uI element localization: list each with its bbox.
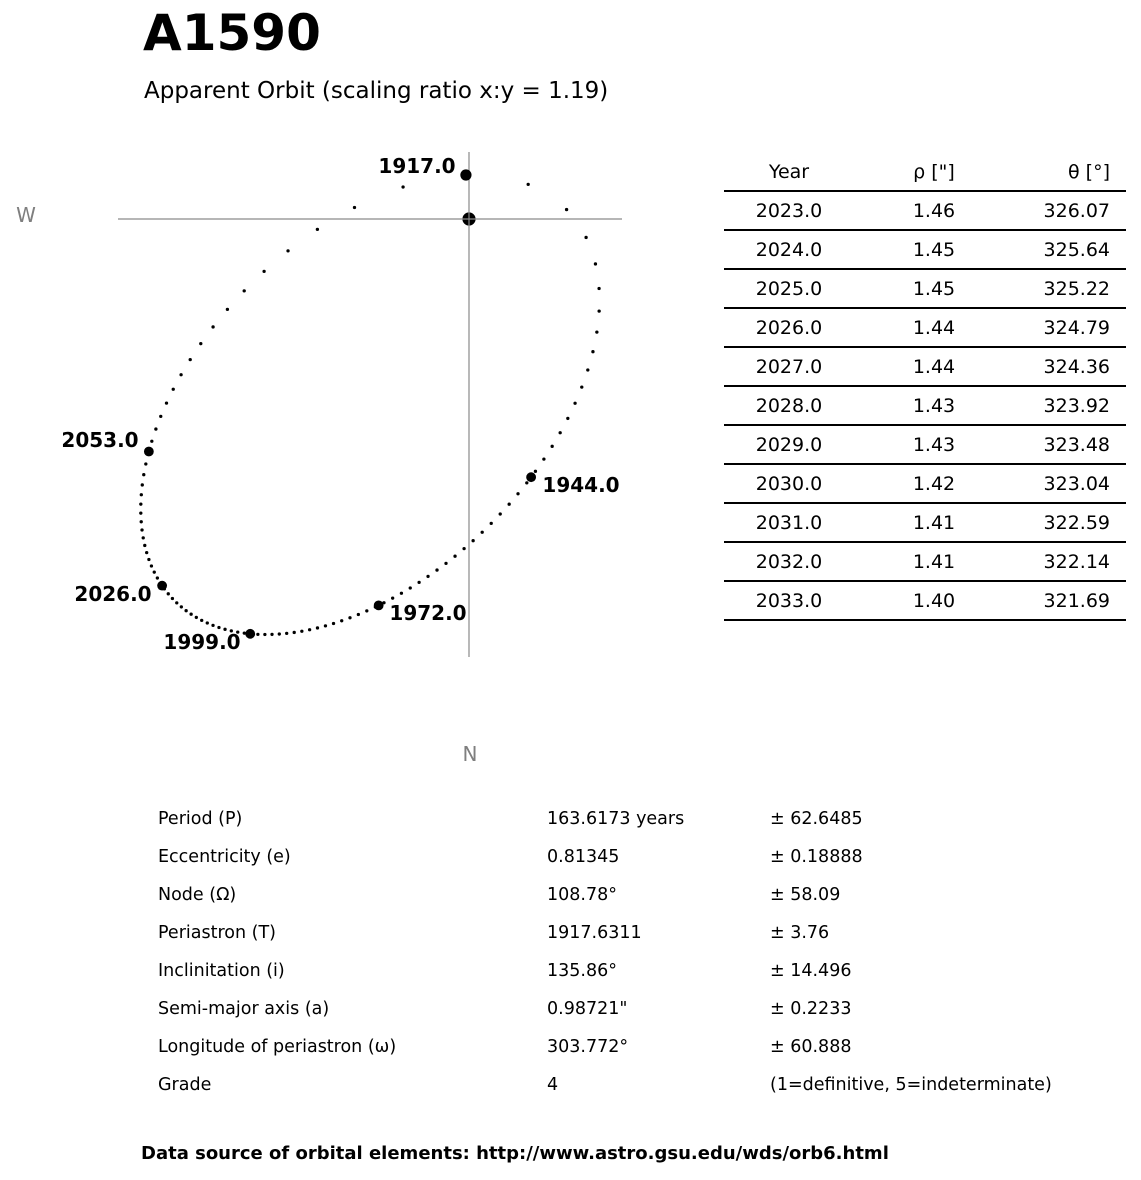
orbit-path-dot xyxy=(595,331,598,334)
element-error: ± 3.76 xyxy=(770,923,830,943)
table-header-row xyxy=(724,154,1126,191)
epoch-label-2026.0: 2026.0 xyxy=(74,582,152,606)
orbit-path-dot xyxy=(150,564,153,567)
orbital-elements-list xyxy=(158,800,1098,1104)
orbit-path-dot xyxy=(566,417,569,420)
cell-rho: 1.43 xyxy=(854,425,1014,464)
element-error: ± 60.888 xyxy=(770,1037,852,1057)
orbit-path-dot xyxy=(159,415,162,418)
orbit-path-dot xyxy=(189,358,192,361)
table-row xyxy=(724,269,1126,308)
page-title: A1590 xyxy=(143,4,321,62)
orbit-path-dot xyxy=(143,544,146,547)
orbit-path-dot xyxy=(140,493,143,496)
cell-theta: 322.14 xyxy=(1014,542,1126,581)
orbit-path-dot xyxy=(285,632,288,635)
epoch-dot-1972.0 xyxy=(374,601,384,611)
cell-year: 2027.0 xyxy=(724,347,854,386)
table-col-header: ρ ["] xyxy=(854,154,1014,191)
orbit-path-dot xyxy=(391,597,394,600)
orbit-path-dot xyxy=(226,308,229,311)
element-value: 0.98721" xyxy=(547,999,628,1019)
orbit-path-dot xyxy=(426,575,429,578)
element-value: 0.81345 xyxy=(547,847,620,867)
cell-theta: 325.22 xyxy=(1014,269,1126,308)
orbit-path-dot xyxy=(139,503,142,506)
epoch-label-1917.0: 1917.0 xyxy=(378,154,456,178)
orbit-path-dot xyxy=(150,440,153,443)
table-row xyxy=(724,191,1126,230)
orbit-path-dot xyxy=(324,624,327,627)
cell-theta: 323.48 xyxy=(1014,425,1126,464)
cell-theta: 323.04 xyxy=(1014,464,1126,503)
epoch-label-1944.0: 1944.0 xyxy=(542,473,620,497)
orbit-path-dot xyxy=(308,628,311,631)
orbit-path-dot xyxy=(471,539,474,542)
cell-year: 2025.0 xyxy=(724,269,854,308)
epoch-dot-1999.0 xyxy=(245,629,255,639)
element-label: Grade xyxy=(158,1075,212,1095)
element-value: 1917.6311 xyxy=(547,923,642,943)
orbit-path-dot xyxy=(156,576,159,579)
table-row xyxy=(724,503,1126,542)
epoch-dot-1917.0 xyxy=(460,169,471,180)
orbit-path-dot xyxy=(175,601,178,604)
orbit-path-dot xyxy=(256,633,259,636)
element-value: 135.86° xyxy=(547,961,617,981)
element-value: 303.772° xyxy=(547,1037,629,1057)
epoch-dot-1944.0 xyxy=(526,472,536,482)
orbit-path-dot xyxy=(357,613,360,616)
orbit-path-dot xyxy=(144,462,147,465)
table-row xyxy=(724,230,1126,269)
orbit-path-dot xyxy=(597,309,600,312)
orbit-path-dot xyxy=(142,473,145,476)
cell-rho: 1.42 xyxy=(854,464,1014,503)
element-label: Eccentricity (e) xyxy=(158,847,291,867)
orbit-path-dot xyxy=(165,401,168,404)
orbit-path-dot xyxy=(316,228,319,231)
element-label: Inclinitation (i) xyxy=(158,961,285,981)
element-error: ± 14.496 xyxy=(770,961,852,981)
orbit-path-dot xyxy=(586,368,589,371)
orbit-path-dot xyxy=(565,208,568,211)
page-subtitle: Apparent Orbit (scaling ratio x:y = 1.19) xyxy=(144,78,609,104)
orbit-path-dot xyxy=(172,388,175,391)
orbit-path-dot xyxy=(263,633,266,636)
west-axis-label: W xyxy=(16,203,36,227)
cell-theta: 324.36 xyxy=(1014,347,1126,386)
orbit-path-dot xyxy=(435,568,438,571)
table-row xyxy=(724,542,1126,581)
orbit-path-dot xyxy=(580,385,583,388)
orbit-path-dot xyxy=(527,183,530,186)
orbit-path-dot xyxy=(270,633,273,636)
cell-year: 2031.0 xyxy=(724,503,854,542)
orbit-path-dot xyxy=(316,626,319,629)
cell-rho: 1.44 xyxy=(854,308,1014,347)
orbit-path-dot xyxy=(348,616,351,619)
ephemeris-table xyxy=(724,154,1126,621)
cell-theta: 321.69 xyxy=(1014,581,1126,620)
orbit-path-dot xyxy=(508,503,511,506)
cell-year: 2033.0 xyxy=(724,581,854,620)
epoch-label-1999.0: 1999.0 xyxy=(163,630,241,654)
orbit-path-dot xyxy=(300,630,303,633)
orbit-path-dot xyxy=(551,445,554,448)
cell-rho: 1.43 xyxy=(854,386,1014,425)
table-col-header: θ [°] xyxy=(1014,154,1126,191)
north-axis-label: N xyxy=(462,742,478,766)
cell-rho: 1.46 xyxy=(854,191,1014,230)
orbit-path-dot xyxy=(490,522,493,525)
orbit-path-dot xyxy=(516,492,519,495)
table-row xyxy=(724,347,1126,386)
cell-rho: 1.44 xyxy=(854,347,1014,386)
orbit-path-dot xyxy=(400,592,403,595)
table-row xyxy=(724,581,1126,620)
data-source-note: Data source of orbital elements: http://www.astro.gsu.edu/wds/orb6.html xyxy=(141,1143,889,1164)
orbit-path-dot xyxy=(499,512,502,515)
orbit-path-dots xyxy=(139,173,601,636)
element-value: 163.6173 years xyxy=(547,809,685,829)
orbit-path-dot xyxy=(293,631,296,634)
epoch-dot-2053.0 xyxy=(144,447,154,457)
table-row xyxy=(724,464,1126,503)
element-label: Period (P) xyxy=(158,809,243,829)
cell-year: 2026.0 xyxy=(724,308,854,347)
orbit-path-dot xyxy=(141,483,144,486)
orbit-path-dot xyxy=(140,520,143,523)
orbit-path-dot xyxy=(200,619,203,622)
orbit-path-dot xyxy=(365,609,368,612)
cell-rho: 1.45 xyxy=(854,230,1014,269)
cell-theta: 322.59 xyxy=(1014,503,1126,542)
orbit-path-dot xyxy=(462,547,465,550)
table-row xyxy=(724,308,1126,347)
orbit-path-dot xyxy=(167,592,170,595)
orbit-path-dot xyxy=(340,619,343,622)
orbit-path-dot xyxy=(217,626,220,629)
element-value: 4 xyxy=(547,1075,559,1095)
orbit-path-dot xyxy=(481,531,484,534)
orbit-path-dot xyxy=(145,551,148,554)
orbit-path-dot xyxy=(534,470,537,473)
element-error: ± 0.18888 xyxy=(770,847,863,867)
epoch-label-1972.0: 1972.0 xyxy=(389,601,467,625)
orbit-path-dot xyxy=(594,262,597,265)
orbit-path-dot xyxy=(180,605,183,608)
orbit-path-dot xyxy=(140,528,143,531)
cell-theta: 324.79 xyxy=(1014,308,1126,347)
cell-year: 2029.0 xyxy=(724,425,854,464)
orbit-path-dot xyxy=(243,289,246,292)
orbit-path-dot xyxy=(206,621,209,624)
orbit-path-dot xyxy=(542,458,545,461)
orbit-path-dot xyxy=(184,609,187,612)
element-label: Longitude of periastron (ω) xyxy=(158,1037,397,1057)
orbit-path-dot xyxy=(332,622,335,625)
cell-theta: 325.64 xyxy=(1014,230,1126,269)
orbit-path-dot xyxy=(278,632,281,635)
element-error: ± 62.6485 xyxy=(770,809,863,829)
cell-rho: 1.41 xyxy=(854,503,1014,542)
orbit-path-dot xyxy=(262,270,265,273)
orbit-path-dot xyxy=(142,536,145,539)
cell-rho: 1.41 xyxy=(854,542,1014,581)
cell-rho: 1.45 xyxy=(854,269,1014,308)
orbit-path-dot xyxy=(417,581,420,584)
orbit-path-dot xyxy=(597,287,600,290)
orbit-path-dot xyxy=(211,624,214,627)
orbit-path-dot xyxy=(353,206,356,209)
element-value: 108.78° xyxy=(547,885,617,905)
cell-year: 2024.0 xyxy=(724,230,854,269)
orbit-path-dot xyxy=(453,555,456,558)
element-label: Periastron (T) xyxy=(158,923,276,943)
table-row xyxy=(724,386,1126,425)
cell-year: 2032.0 xyxy=(724,542,854,581)
orbit-path-dot xyxy=(409,586,412,589)
orbit-path-dot xyxy=(154,427,157,430)
orbit-path-dot xyxy=(199,342,202,345)
cell-year: 2023.0 xyxy=(724,191,854,230)
orbit-path-dot xyxy=(153,571,156,574)
element-label: Semi-major axis (a) xyxy=(158,999,330,1019)
table-col-header: Year xyxy=(724,154,854,191)
orbit-path-dot xyxy=(559,431,562,434)
orbit-path-dot xyxy=(189,613,192,616)
orbit-path-dot xyxy=(211,325,214,328)
cell-year: 2030.0 xyxy=(724,464,854,503)
orbit-path-dot xyxy=(171,597,174,600)
orbit-path-dot xyxy=(573,402,576,405)
orbit-path-dot xyxy=(525,481,528,484)
cell-rho: 1.40 xyxy=(854,581,1014,620)
epoch-label-2053.0: 2053.0 xyxy=(61,428,139,452)
orbit-path-dot xyxy=(139,512,142,515)
orbit-path-dot xyxy=(195,616,198,619)
element-label: Node (Ω) xyxy=(158,885,237,905)
orbit-path-dot xyxy=(286,249,289,252)
orbit-path-dot xyxy=(584,236,587,239)
orbit-path-dot xyxy=(147,558,150,561)
cell-theta: 323.92 xyxy=(1014,386,1126,425)
orbit-path-dot xyxy=(179,373,182,376)
element-error: (1=definitive, 5=indeterminate) xyxy=(770,1075,1052,1095)
orbit-path-dot xyxy=(444,562,447,565)
cell-year: 2028.0 xyxy=(724,386,854,425)
cell-theta: 326.07 xyxy=(1014,191,1126,230)
element-error: ± 0.2233 xyxy=(770,999,852,1019)
orbit-path-dot xyxy=(591,350,594,353)
element-error: ± 58.09 xyxy=(770,885,841,905)
epoch-dot-2026.0 xyxy=(157,581,167,591)
table-row xyxy=(724,425,1126,464)
orbit-path-dot xyxy=(401,185,404,188)
